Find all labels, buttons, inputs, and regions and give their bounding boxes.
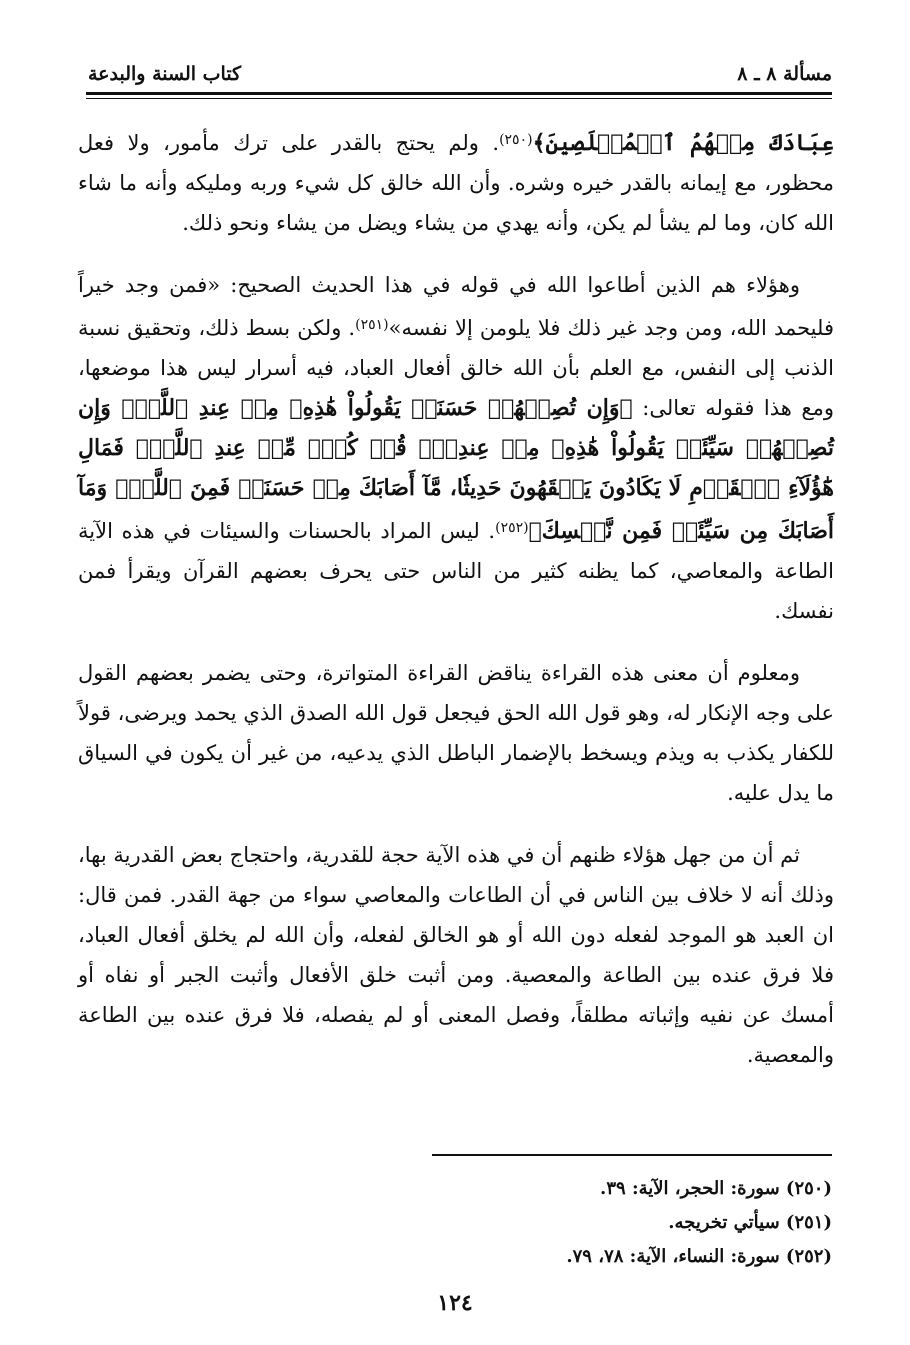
quran-verse: ﴿وَإِن تُصِبۡهُمۡ حَسَنَةٞ يَقُولُواْ هَٰذِهِۦ مِنۡ عِندِ ٱللَّهِۖ وَإِن تُصِبۡهُمۡ سَيِّئَةٞ يَقُولُواْ هَٰذِهِۦ مِنۡ عِندِكَۚ قُلۡ كُلّٞ مِّنۡ عِندِ ٱللَّهِۖ فَمَالِ هَٰٓؤُلَآءِ ٱلۡقَوۡمِ لَا يَكَادُونَ يَفۡقَهُونَ حَدِيثٗا، مَّآ أَصَابَكَ مِنۡ حَسَنَةٖ فَمِنَ ٱللَّهِۖ وَمَآ أَصَابَكَ مِن سَيِّئَةٖ فَمِن نَّفۡسِكَ﴾: [78, 395, 834, 544]
issue-label: مسألة ٨ ـ ٨: [737, 63, 832, 85]
book-title: كتاب السنة والبدعة: [88, 63, 242, 85]
quran-verse: عِبَادَكَ مِنۡهُمُ ٱلۡمُخۡلَصِينَ﴾: [532, 130, 834, 156]
paragraph-text: . ولم يحتج بالقدر على ترك مأمور، ولا فعل محظور، مع إيمانه بالقدر خيره وشره. وأن الله خالق كل شيء وربه ومليكه وأنه ما شاء الله كان، وما لم يشأ لم يكن، وأنه يهدي من يشاء ويضل من يشاء ونحو ذلك.: [78, 131, 834, 235]
footnotes: [300, 1172, 832, 1274]
footnote-250: (٢٥٠) سورة: الحجر، الآية: ٣٩.: [600, 1178, 832, 1199]
header-rule-thin: [86, 98, 832, 99]
page-number: ١٢٤: [437, 1290, 473, 1316]
footnote-251: (٢٥١) سيأتي تخريجه.: [668, 1212, 832, 1233]
paragraph-4: ثم أن من جهل هؤلاء ظنهم أن في هذه الآية حجة للقدرية، واحتجاج بعض القدرية بها، وذلك أنه لا خلاف بين الناس في أن الطاعات والمعاصي سواء من جهة القدر. فمن قال: ان العبد هو الموجد لفعله دون الله أو هو الخالق لفعله، وأن الله لم يخلق أفعال العباد، فلا فرق عنده بين الطاعة والمعصية. ومن أثبت خلق الأفعال وأثبت الجبر أو نفاه أو أمسك عن نفيه وإثباته مطلقاً، وفصل المعنى أو لم يفصله، فلا فرق عنده بين الطاعة والمعصية.: [78, 843, 834, 1067]
footnote-ref: (٢٥٢): [495, 520, 529, 536]
paragraph-text: وهؤلاء هم الذين أطاعوا الله في قوله في هذا الحديث الصحيح: «فمن وجد خيراً فليحمد الله، ومن وجد غير ذلك فلا يلومن إلا نفسه»: [78, 273, 834, 340]
footnote-rule: [432, 1154, 832, 1156]
header-rule-thick: [86, 92, 832, 95]
running-header: [88, 60, 832, 88]
paragraph-1: [78, 120, 834, 243]
footnote-252: (٢٥٢) سورة: النساء، الآية: ٧٨، ٧٩.: [566, 1246, 832, 1267]
paragraph-3: ومعلوم أن معنى هذه القراءة يناقض القراءة المتواترة، وحتى يضمر بعضهم القول على وجه الإنكار له، وهو قول الله الحق فيجعل قول الله الصدق الذي يحمد ويرضى، قولاً للكفار يكذب به ويذم ويسخط بالإضمار الباطل الذي يدعيه، من غير أن يكون في السياق ما يدل عليه.: [78, 661, 834, 805]
footnote-ref: (٢٥١): [355, 317, 389, 333]
paragraph-2: [78, 265, 834, 631]
footnote-ref: (٢٥٠): [499, 132, 533, 148]
paragraph-text: . ولكن بسط ذلك، وتحقيق نسبة الذنب إلى النفس، مع العلم بأن الله خالق أفعال العباد، فيه أسرار ليس هذا موضعها، ومع هذا فقوله تعالى:: [78, 316, 834, 420]
body-text: [78, 120, 834, 1097]
paragraph-text: . ليس المراد بالحسنات والسيئات في هذه الآية الطاعة والمعاصي، كما يظنه كثير من الناس حتى يحرف بعضهم القرآن ويقرأ فمن نفسك.: [78, 519, 834, 623]
